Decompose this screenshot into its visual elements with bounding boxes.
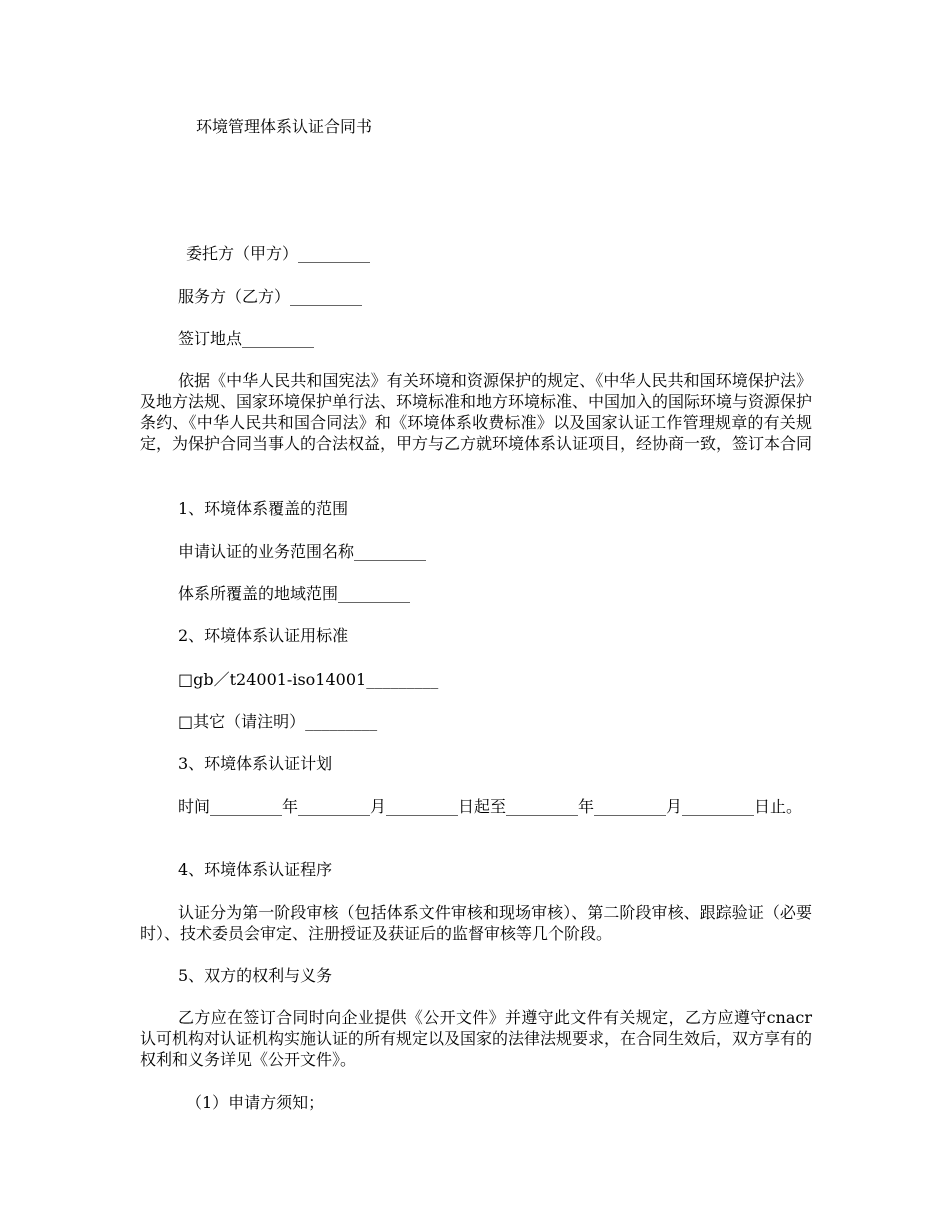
procedure-paragraph: 认证分为第一阶段审核（包括体系文件审核和现场审核）、第二阶段审核、跟踪验证（必要时）、技术委员会审定、注册授证及获证后的监督审核等几个阶段。: [140, 903, 812, 943]
preamble-paragraph: 依据《中华人民共和国宪法》有关环境和资源保护的规定、《中华人民共和国环境保护法》及地方法规、国家环境保护单行法、环境标准和地方环境标准、中国加入的国际环境与资源保护条约、《中华人民共和国合同法》和《环境体系收费标准》以及国家认证工作管理规章的有关规定，为保护合同当事人的合法权益，甲方与乙方就环境体系认证项目，经协商一致，签订本合同: [140, 371, 813, 453]
party-a-field: 委托方（甲方）_________: [186, 244, 371, 263]
section-4-heading: 4、环境体系认证程序: [178, 860, 333, 879]
region-scope-field: 体系所覆盖的地域范围_________: [178, 584, 411, 603]
section-1-heading: 1、环境体系覆盖的范围: [178, 499, 349, 518]
sign-place-field: 签订地点_________: [178, 329, 315, 348]
applicant-notice-item: （1）申请方须知；: [186, 1093, 325, 1112]
section-2-heading: 2、环境体系认证用标准: [178, 626, 349, 645]
standard-option-other: □其它（请注明）_________: [178, 712, 378, 731]
document-title: 环境管理体系认证合同书: [196, 117, 373, 136]
section-5-heading: 5、双方的权利与义务: [178, 966, 333, 985]
party-b-field: 服务方（乙方）_________: [178, 287, 363, 306]
rights-obligations-paragraph: 乙方应在签订合同时向企业提供《公开文件》并遵守此文件有关规定，乙方应遵守cnacr认可机构对认证机构实施认证的所有规定以及国家的法律法规要求，在合同生效后，双方享有的权利和义务详见《公开文件》。: [140, 1008, 813, 1069]
section-3-heading: 3、环境体系认证计划: [178, 754, 333, 773]
schedule-paragraph: 时间_________年_________月_________日起至_________年_________月_________日止。: [178, 797, 803, 816]
business-scope-field: 申请认证的业务范围名称_________: [178, 542, 427, 561]
standard-option-iso14001: □gb／t24001-iso14001_________: [178, 670, 439, 689]
